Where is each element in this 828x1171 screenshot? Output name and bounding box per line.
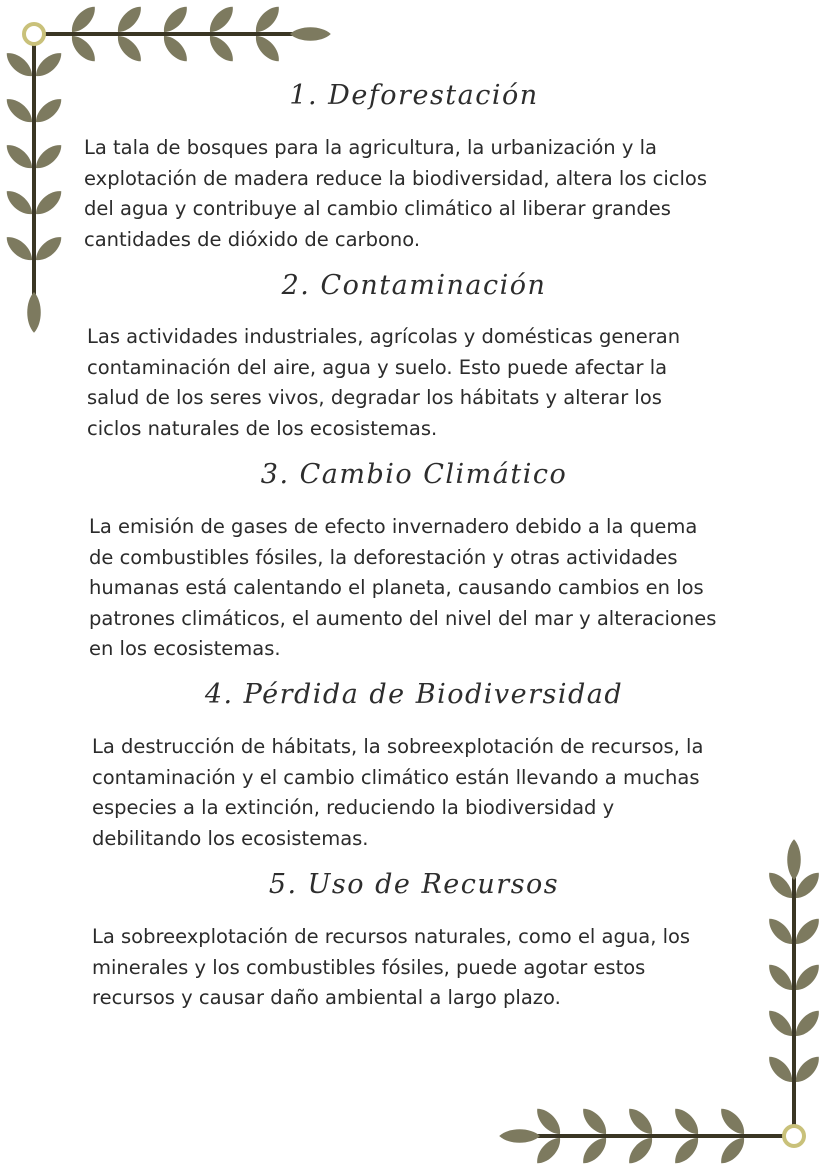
section-4-title: 4. Pérdida de Biodiversidad: [204, 679, 624, 710]
section-5-title: 5. Uso de Recursos: [268, 869, 560, 900]
section-2-title: 2. Contaminación: [281, 270, 547, 301]
section-1-line: explotación de madera reduce la biodiversidad, altera los ciclos: [84, 166, 708, 190]
section-1-line: cantidades de dióxido de carbono.: [84, 227, 421, 251]
section-5-line: minerales y los combustibles fósiles, puede agotar estos: [92, 955, 646, 979]
section-2-line: contaminación del aire, agua y suelo. Esto puede afectar la: [87, 355, 668, 379]
section-4-line: contaminación y el cambio climático están llevando a muchas: [92, 765, 700, 789]
section-2-body: [87, 322, 680, 444]
section-1-title: 1. Deforestación: [289, 80, 539, 111]
section-3-line: humanas está calentando el planeta, causando cambios en los: [89, 576, 704, 599]
section-5-body: [92, 922, 690, 1014]
section-1-line: La tala de bosques para la agricultura, la urbanización y la: [84, 136, 657, 159]
section-4-line: La destrucción de hábitats, la sobreexplotación de recursos, la: [92, 735, 704, 758]
section-4-line: debilitando los ecosistemas.: [92, 826, 369, 850]
section-1-body: [84, 133, 707, 255]
section-1-line: del agua y contribuye al cambio climático al liberar grandes: [84, 197, 671, 220]
section-4-body: [92, 732, 703, 854]
section-3-line: patrones climáticos, el aumento del nivel del mar y alteraciones: [89, 606, 717, 630]
section-2-line: ciclos naturales de los ecosistemas.: [87, 416, 438, 440]
section-3-line: de combustibles fósiles, la deforestación y otras actividades: [89, 545, 678, 569]
section-2-line: Las actividades industriales, agrícolas y domésticas generan: [87, 325, 681, 348]
section-3-line: en los ecosistemas.: [89, 637, 281, 660]
section-5-line: La sobreexplotación de recursos naturales, como el agua, los: [92, 925, 691, 948]
section-3-title: 3. Cambio Climático: [260, 459, 568, 490]
section-4-line: especies a la extinción, reduciendo la biodiversidad y: [92, 796, 615, 819]
section-3-line: La emisión de gases de efecto invernadero debido a la quema: [89, 515, 698, 538]
section-2-line: salud de los seres vivos, degradar los hábitats y alterar los: [87, 386, 662, 409]
section-3-body: [89, 512, 716, 665]
section-5-line: recursos y causar daño ambiental a largo plazo.: [92, 986, 561, 1009]
